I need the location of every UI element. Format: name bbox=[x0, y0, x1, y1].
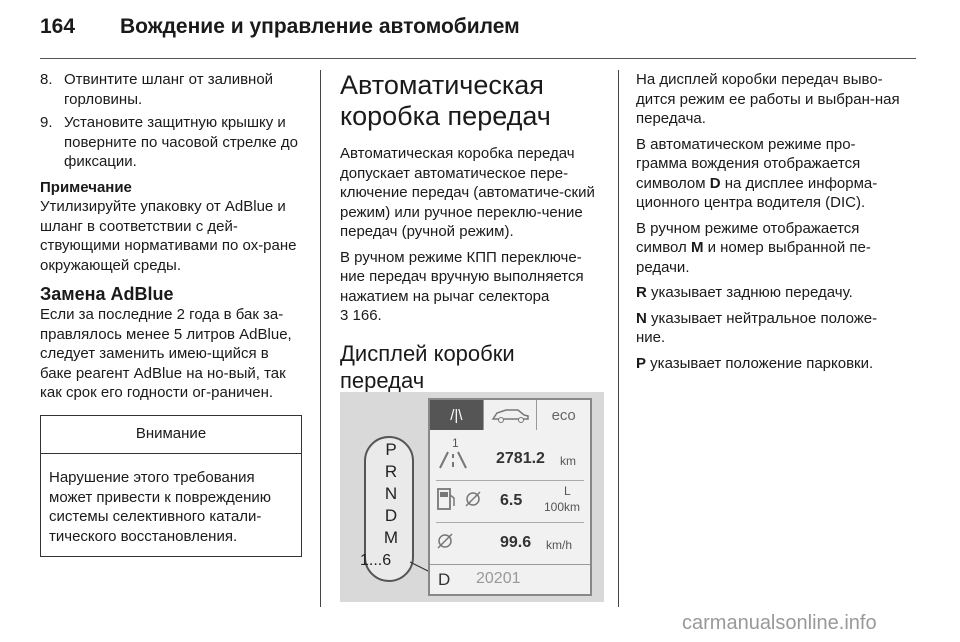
subsection-heading: Дисплей коробки передач bbox=[340, 340, 515, 393]
paragraph bbox=[636, 135, 900, 213]
current-gear: D bbox=[438, 570, 451, 589]
paragraph bbox=[636, 309, 900, 348]
paragraph bbox=[636, 354, 900, 374]
average-icon bbox=[436, 532, 454, 550]
tab-eco bbox=[537, 400, 590, 430]
gear-letter: N bbox=[384, 484, 398, 503]
tab-car bbox=[484, 400, 538, 430]
paragraph-text: указывает нейтральное положе-ние. bbox=[636, 309, 878, 346]
paragraph-text: указывает заднюю передачу. bbox=[646, 284, 853, 301]
page-header bbox=[40, 10, 916, 44]
mode-symbol: M bbox=[690, 239, 704, 256]
gear-letter: D bbox=[384, 506, 398, 525]
section-heading: Автоматическая коробка передач bbox=[340, 70, 551, 131]
section-title: Замена AdBlue bbox=[40, 284, 174, 304]
page-number: 164 bbox=[40, 15, 76, 38]
unit-label: km/h bbox=[546, 538, 573, 552]
column-divider bbox=[320, 70, 321, 607]
note-title: Примечание bbox=[40, 178, 132, 196]
page-reference: 3 166. bbox=[340, 307, 382, 324]
driver-info-display bbox=[428, 398, 592, 596]
gear-symbol: N bbox=[636, 309, 647, 327]
paragraph bbox=[340, 248, 604, 326]
speed-value: 99.6 bbox=[500, 534, 532, 551]
warning-text: Нарушение этого требования может привести к повреждению системы селективного катали-тического восстановления. bbox=[49, 469, 272, 545]
odometer-total: 20201 bbox=[476, 570, 521, 587]
column-divider bbox=[618, 70, 619, 607]
lane-icon bbox=[436, 450, 470, 470]
paragraph-text: и номер выбранной пе-редачи. bbox=[636, 239, 871, 276]
column-1 bbox=[40, 70, 304, 557]
step-item bbox=[40, 70, 304, 109]
unit-label: km bbox=[560, 454, 576, 468]
step-text: Установите защитную крышку и поверните по часовой стрелке до фиксации. bbox=[64, 114, 298, 170]
note-text: Утилизируйте упаковку от AdBlue и шланг в соответствии с дей-ствующими нормативами по ох-ране окружающей среды. bbox=[40, 198, 297, 274]
fuel-pump-icon bbox=[436, 486, 458, 512]
mode-symbol: D bbox=[709, 174, 721, 192]
display-tabs bbox=[430, 400, 590, 430]
paragraph bbox=[636, 283, 900, 303]
gear-letter: M bbox=[383, 528, 399, 547]
paragraph: Автоматическая коробка передач допускает автоматическое пере-ключение передач (автоматиче-ский режим) или ручное переклю-чение передач (ручной режим). bbox=[340, 145, 595, 240]
unit-label: 100km bbox=[544, 500, 581, 514]
gear-letter: R bbox=[384, 462, 398, 481]
consumption-value: 6.5 bbox=[500, 492, 523, 509]
paragraph-text: В ручном режиме отображается символ bbox=[636, 219, 860, 256]
gear-range-label: 1...6 bbox=[360, 552, 392, 569]
warning-box bbox=[40, 415, 302, 558]
eco-label: eco bbox=[551, 406, 576, 424]
gear-number: 1 bbox=[452, 436, 459, 450]
paragraph-text: В ручном режиме КПП переключе-ние передач вручную выполняется нажатием на рычаг селектора bbox=[340, 248, 584, 305]
step-text: Отвинтите шланг от заливной горловины. bbox=[64, 71, 274, 108]
paragraph bbox=[636, 219, 900, 278]
step-number: 8. bbox=[40, 71, 53, 88]
chapter-title: Вождение и управление автомобилем bbox=[120, 15, 520, 38]
trip-row bbox=[436, 436, 586, 472]
section-text: Если за последние 2 года в бак за-правлялось менее 5 литров AdBlue, следует заменить имею-щийся в баке реагент AdBlue на но-вый, так как срок его годности ог-раничен. bbox=[40, 306, 292, 401]
average-icon bbox=[464, 490, 482, 508]
step-item bbox=[40, 113, 304, 172]
paragraph: На дисплей коробки передач выво-дится режим ее работы и выбран-ная передача. bbox=[636, 71, 900, 127]
tab-lane bbox=[430, 400, 484, 430]
display-footer bbox=[430, 564, 590, 594]
row-divider bbox=[436, 522, 584, 523]
header-divider bbox=[40, 58, 916, 59]
paragraph-text: на дисплее информа-ционного центра водителя (DIC). bbox=[636, 174, 878, 211]
warning-title: Внимание bbox=[41, 416, 301, 455]
gear-symbol: R bbox=[636, 284, 647, 301]
column-3 bbox=[636, 70, 900, 379]
odometer-value: 2781.2 bbox=[496, 450, 545, 467]
paragraph-text: указывает положение парковки. bbox=[646, 354, 874, 372]
speed-row bbox=[436, 524, 586, 560]
unit-label: L bbox=[564, 484, 571, 498]
gear-letter: P bbox=[385, 440, 397, 459]
fuel-row bbox=[436, 480, 586, 516]
lane-icon: /|\ bbox=[450, 406, 463, 424]
paragraph-text: В автоматическом режиме про-грамма вождения отображается символом bbox=[636, 135, 861, 192]
gear-symbol: P bbox=[636, 354, 647, 372]
transmission-display-illustration bbox=[340, 392, 604, 602]
watermark: carmanualsonline.info bbox=[682, 612, 877, 634]
car-icon bbox=[490, 407, 530, 423]
column-2 bbox=[340, 70, 604, 404]
step-number: 9. bbox=[40, 114, 53, 131]
